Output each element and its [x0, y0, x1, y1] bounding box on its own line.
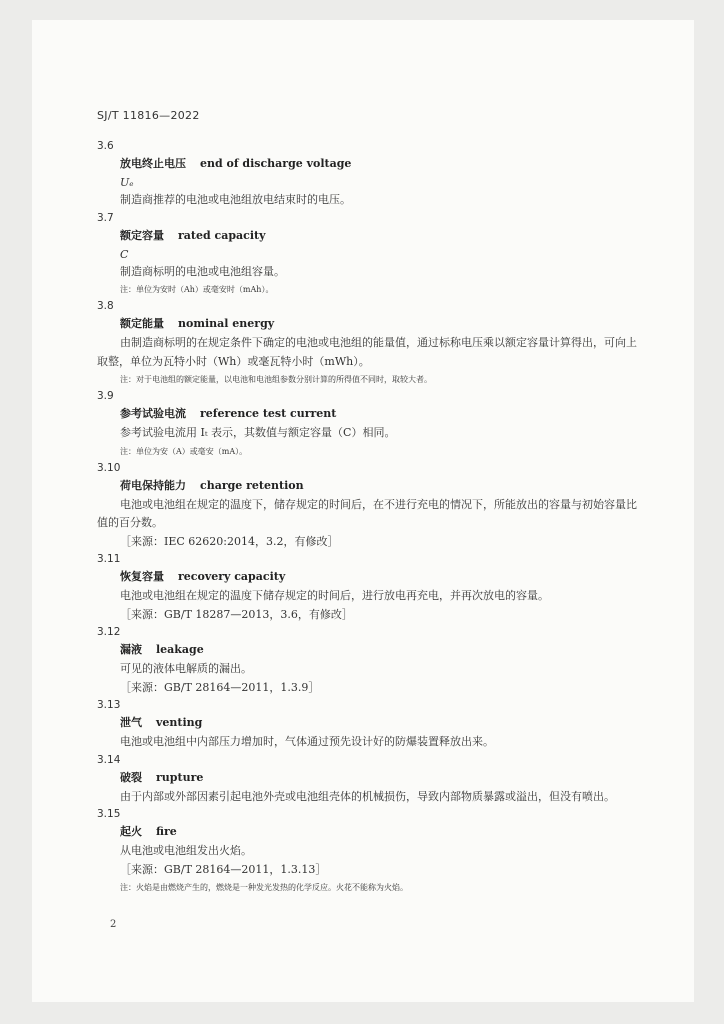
term-chinese: 泄气 [120, 716, 142, 729]
term-english: fire [156, 825, 177, 838]
term-entry [97, 624, 637, 697]
term-definition: 由制造商标明的在规定条件下确定的电池或电池组的能量值，通过标称电压乘以额定容量计算得出，可向上取整，单位为瓦特小时（Wh）或毫瓦特小时（mWh）。 [97, 336, 637, 368]
term-definition: 电池或电池组在规定的温度下储存规定的时间后，进行放电再充电，并再次放电的容量。 [120, 589, 549, 602]
clause-number: 3.14 [97, 753, 121, 766]
term-symbol: C [120, 247, 129, 261]
term-chinese: 漏液 [120, 643, 142, 656]
terms-list [97, 138, 637, 896]
clause-number: 3.11 [97, 553, 121, 565]
term-note: 注：单位为安（A）或毫安（mA）。 [120, 446, 248, 456]
term-symbol: Uₑ [120, 176, 134, 189]
term-english: nominal energy [178, 317, 275, 330]
term-chinese: 额定容量 [120, 228, 164, 242]
term-heading [97, 568, 637, 587]
term-definition: 电池或电池组在规定的温度下，储存规定的时间后，在不进行充电的情况下，所能放出的容量与初始容量比值的百分数。 [97, 497, 637, 529]
term-english: rupture [156, 770, 204, 784]
clause-number: 3.9 [97, 390, 114, 402]
clause-number: 3.8 [97, 300, 114, 312]
term-entry [97, 298, 637, 388]
term-english: recovery capacity [178, 570, 286, 583]
term-entry [97, 806, 637, 896]
term-definition: 电池或电池组中内部压力增加时，气体通过预先设计好的防爆装置释放出来。 [120, 735, 494, 748]
term-source: ［来源：IEC 62620:2014，3.2，有修改］ [120, 534, 339, 548]
term-english: rated capacity [178, 228, 266, 242]
clause-number: 3.12 [97, 626, 121, 638]
clause-number: 3.15 [97, 808, 121, 820]
term-definition: 从电池或电池组发出火焰。 [120, 844, 252, 857]
term-english: leakage [156, 643, 204, 656]
term-heading [97, 714, 637, 733]
term-entry [97, 138, 637, 210]
term-heading [97, 405, 637, 424]
term-english: charge retention [200, 478, 304, 492]
term-heading [97, 641, 637, 660]
term-chinese: 放电终止电压 [120, 157, 186, 170]
page-number: 2 [110, 919, 117, 930]
term-definition: 可见的液体电解质的漏出。 [120, 662, 252, 675]
term-english: end of discharge voltage [200, 157, 352, 170]
term-chinese: 额定能量 [120, 317, 164, 330]
term-note: 注：对于电池组的额定能量，以电池和电池组参数分别计算的所得值不同时，取较大者。 [120, 375, 432, 384]
clause-number: 3.6 [97, 140, 114, 152]
term-heading [97, 227, 637, 246]
term-note: 注：单位为安时（Ah）或毫安时（mAh）。 [120, 285, 274, 294]
clause-number: 3.13 [97, 699, 121, 711]
term-definition: 制造商推荐的电池或电池组放电结束时的电压。 [120, 193, 351, 206]
term-heading [97, 155, 637, 174]
term-heading [97, 823, 637, 842]
term-definition: 由于内部或外部因素引起电池外壳或电池组壳体的机械损伤，导致内部物质暴露或溢出，但没有喷出。 [120, 789, 615, 803]
term-entry [97, 388, 637, 460]
term-chinese: 参考试验电流 [120, 407, 186, 420]
term-english: reference test current [200, 407, 337, 420]
term-definition: 参考试验电流用 Iₜ 表示，其数值与额定容量（C）相同。 [120, 426, 396, 439]
term-source: ［来源：GB/T 18287—2013，3.6，有修改］ [120, 607, 353, 621]
term-note: 注：火焰是由燃烧产生的，燃烧是一种发光发热的化学反应。火花不能称为火焰。 [120, 883, 408, 892]
clause-number: 3.10 [97, 461, 121, 474]
term-chinese: 起火 [120, 825, 142, 838]
term-entry [97, 697, 637, 752]
term-definition: 制造商标明的电池或电池组容量。 [120, 264, 285, 278]
term-source: ［来源：GB/T 28164—2011，1.3.9］ [120, 680, 320, 694]
term-chinese: 破裂 [120, 770, 142, 784]
standard-number-header: SJ/T 11816—2022 [97, 109, 200, 122]
term-chinese: 荷电保持能力 [120, 478, 186, 492]
term-entry [97, 551, 637, 624]
term-entry [97, 752, 637, 807]
term-chinese: 恢复容量 [120, 570, 164, 583]
term-entry [97, 210, 637, 299]
clause-number: 3.7 [97, 211, 114, 224]
term-english: venting [156, 716, 203, 729]
term-heading [97, 477, 637, 496]
term-heading [97, 769, 637, 788]
term-source: ［来源：GB/T 28164—2011，1.3.13］ [120, 862, 327, 876]
term-entry [97, 460, 637, 552]
term-heading [97, 315, 637, 334]
